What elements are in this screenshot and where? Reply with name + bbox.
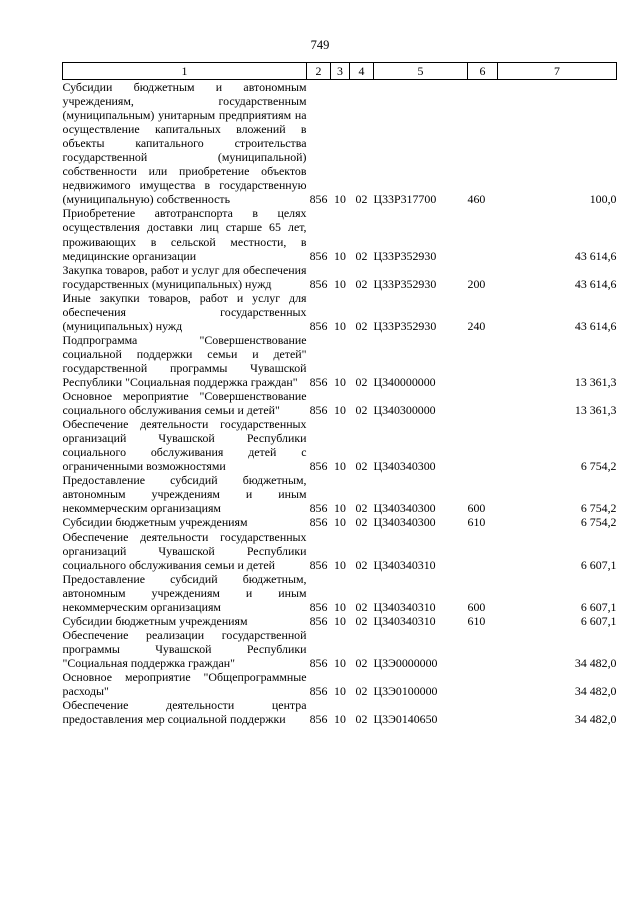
row-subsection: 02 [355, 599, 368, 614]
row-target-article: Ц33Р352930 [373, 318, 437, 333]
row-name: Субсидии бюджетным учреждениям [62, 613, 248, 628]
row-admin-code: 856 [309, 515, 328, 530]
row-name: Основное мероприятие "Совершенствование социального обслуживания семьи и детей" [62, 389, 307, 418]
budget-table [62, 62, 617, 726]
row-target-article: Ц340340300 [373, 515, 436, 530]
table-row [63, 389, 617, 417]
row-section: 10 [334, 248, 346, 263]
row-subsection: 02 [355, 192, 368, 207]
row-amount: 43 614,6 [574, 318, 617, 333]
header-col-3: 3 [331, 63, 350, 80]
row-target-article: Ц340340300 [373, 501, 436, 516]
row-target-article: Ц340340310 [373, 599, 436, 614]
row-section: 10 [334, 374, 346, 389]
row-name: Обеспечение реализации государственной программы Чувашской Республики "Социальная поддержка граждан" [62, 627, 307, 670]
row-admin-code: 856 [309, 599, 328, 614]
row-subsection: 02 [355, 613, 368, 628]
table-row [63, 80, 617, 207]
row-expense-type [468, 698, 498, 726]
row-section: 10 [334, 318, 346, 333]
row-expense-type: 610 [467, 515, 486, 530]
row-expense-type: 200 [467, 276, 486, 291]
row-subsection: 02 [355, 712, 368, 727]
row-target-article: Ц340340300 [373, 459, 436, 474]
table-row [63, 572, 617, 614]
row-name: Субсидии бюджетным и автономным учреждениям, государственным (муниципальным) унитарным предприятиям на осуществление капитальных вложений в объекты капитального строительства государственной (муниципальной) собственности или приобретение объектов недвижимого имущества в государственную (муниципальную) собственность [62, 80, 307, 207]
row-admin-code: 856 [309, 276, 328, 291]
row-subsection: 02 [355, 374, 368, 389]
table-row [63, 206, 617, 262]
row-expense-type: 460 [467, 192, 486, 207]
row-subsection: 02 [355, 403, 368, 418]
row-expense-type [468, 333, 498, 389]
row-admin-code: 856 [309, 248, 328, 263]
row-section: 10 [334, 557, 346, 572]
row-expense-type [468, 670, 498, 698]
row-expense-type: 610 [467, 613, 486, 628]
row-name: Основное мероприятие "Общепрограммные расходы" [62, 669, 307, 699]
row-amount: 34 482,0 [574, 684, 617, 699]
row-name: Иные закупки товаров, работ и услуг для обеспечения государственных (муниципальных) нужд [62, 290, 307, 333]
row-expense-type: 600 [467, 599, 486, 614]
row-admin-code: 856 [309, 374, 328, 389]
table-row [63, 628, 617, 670]
row-admin-code: 856 [309, 655, 328, 670]
row-amount: 6 607,1 [580, 613, 617, 628]
table-row [63, 417, 617, 473]
row-expense-type: 240 [467, 318, 486, 333]
row-target-article: Ц3Э0140650 [373, 712, 438, 727]
row-target-article: Ц33Р352930 [373, 248, 437, 263]
row-admin-code: 856 [309, 684, 328, 699]
row-amount: 6 754,2 [580, 515, 617, 530]
row-subsection: 02 [355, 655, 368, 670]
row-admin-code: 856 [309, 318, 328, 333]
row-section: 10 [334, 613, 346, 628]
table-row [63, 515, 617, 529]
header-col-7: 7 [498, 63, 617, 80]
row-subsection: 02 [355, 557, 368, 572]
row-section: 10 [334, 515, 346, 530]
row-amount: 6 607,1 [580, 557, 617, 572]
row-section: 10 [334, 501, 346, 516]
table-row [63, 698, 617, 726]
row-amount: 13 361,3 [574, 374, 617, 389]
header-col-6: 6 [468, 63, 498, 80]
page-number: 749 [310, 38, 330, 52]
row-amount: 6 607,1 [580, 599, 617, 614]
header-col-1: 1 [63, 63, 307, 80]
row-expense-type [468, 417, 498, 473]
row-amount: 34 482,0 [574, 712, 617, 727]
row-expense-type [468, 530, 498, 572]
row-target-article: Ц340340310 [373, 557, 436, 572]
header-col-4: 4 [350, 63, 374, 80]
row-target-article: Ц3Э0100000 [373, 684, 438, 699]
row-subsection: 02 [355, 515, 368, 530]
row-name: Приобретение автотранспорта в целях осуществления доставки лиц старше 65 лет, проживающих в сельской местности, в медицинские организации [62, 206, 307, 263]
row-section: 10 [334, 276, 346, 291]
table-row [63, 291, 617, 333]
row-name: Предоставление субсидий бюджетным, автономным учреждениям и иным некоммерческим организациям [62, 571, 307, 614]
row-name: Подпрограмма "Совершенствование социальной поддержки семьи и детей" государственной программы Чувашской Республики "Социальная поддержка граждан" [62, 332, 307, 389]
row-section: 10 [334, 459, 346, 474]
row-subsection: 02 [355, 318, 368, 333]
row-section: 10 [334, 599, 346, 614]
row-subsection: 02 [355, 459, 368, 474]
row-target-article: Ц33Р352930 [373, 276, 437, 291]
row-admin-code: 856 [309, 459, 328, 474]
row-subsection: 02 [355, 248, 368, 263]
row-name: Закупка товаров, работ и услуг для обеспечения государственных (муниципальных) нужд [62, 262, 307, 291]
row-subsection: 02 [355, 501, 368, 516]
row-target-article: Ц340340310 [373, 613, 436, 628]
table-header [63, 63, 617, 80]
row-admin-code: 856 [309, 501, 328, 516]
row-name: Обеспечение деятельности центра предоставления мер социальной поддержки [62, 698, 307, 727]
row-expense-type [468, 628, 498, 670]
header-col-5: 5 [374, 63, 468, 80]
row-amount: 43 614,6 [574, 248, 617, 263]
row-target-article: Ц340300000 [373, 403, 436, 418]
row-amount: 43 614,6 [574, 276, 617, 291]
row-expense-type [468, 389, 498, 417]
row-admin-code: 856 [309, 192, 328, 207]
table-row [63, 614, 617, 628]
header-col-2: 2 [307, 63, 331, 80]
row-section: 10 [334, 684, 346, 699]
row-amount: 6 754,2 [580, 501, 617, 516]
row-section: 10 [334, 403, 346, 418]
row-name: Субсидии бюджетным учреждениям [62, 515, 248, 530]
row-expense-type [468, 206, 498, 262]
row-name: Обеспечение деятельности государственных организаций Чувашской Республики социального обслуживания детей с ограниченными возможностями [62, 417, 307, 474]
row-subsection: 02 [355, 276, 368, 291]
table-body [63, 80, 617, 727]
row-admin-code: 856 [309, 712, 328, 727]
table-row [63, 263, 617, 291]
row-admin-code: 856 [309, 557, 328, 572]
row-amount: 6 754,2 [580, 459, 617, 474]
row-admin-code: 856 [309, 403, 328, 418]
row-name: Предоставление субсидий бюджетным, автономным учреждениям и иным некоммерческим организациям [62, 473, 307, 516]
table-row [63, 530, 617, 572]
row-admin-code: 856 [309, 613, 328, 628]
row-amount: 13 361,3 [574, 403, 617, 418]
header-row [63, 63, 617, 80]
row-name: Обеспечение деятельности государственных организаций Чувашской Республики социального обслуживания семьи и детей [62, 529, 307, 572]
row-amount: 34 482,0 [574, 655, 617, 670]
row-target-article: Ц33Р317700 [373, 192, 437, 207]
table-row [63, 473, 617, 515]
row-subsection: 02 [355, 684, 368, 699]
row-amount: 100,0 [589, 192, 617, 207]
row-expense-type: 600 [467, 501, 486, 516]
row-section: 10 [334, 712, 346, 727]
table-row [63, 670, 617, 698]
row-section: 10 [334, 192, 346, 207]
table-row [63, 333, 617, 389]
row-section: 10 [334, 655, 346, 670]
row-target-article: Ц340000000 [373, 374, 436, 389]
row-target-article: Ц3Э0000000 [373, 655, 438, 670]
